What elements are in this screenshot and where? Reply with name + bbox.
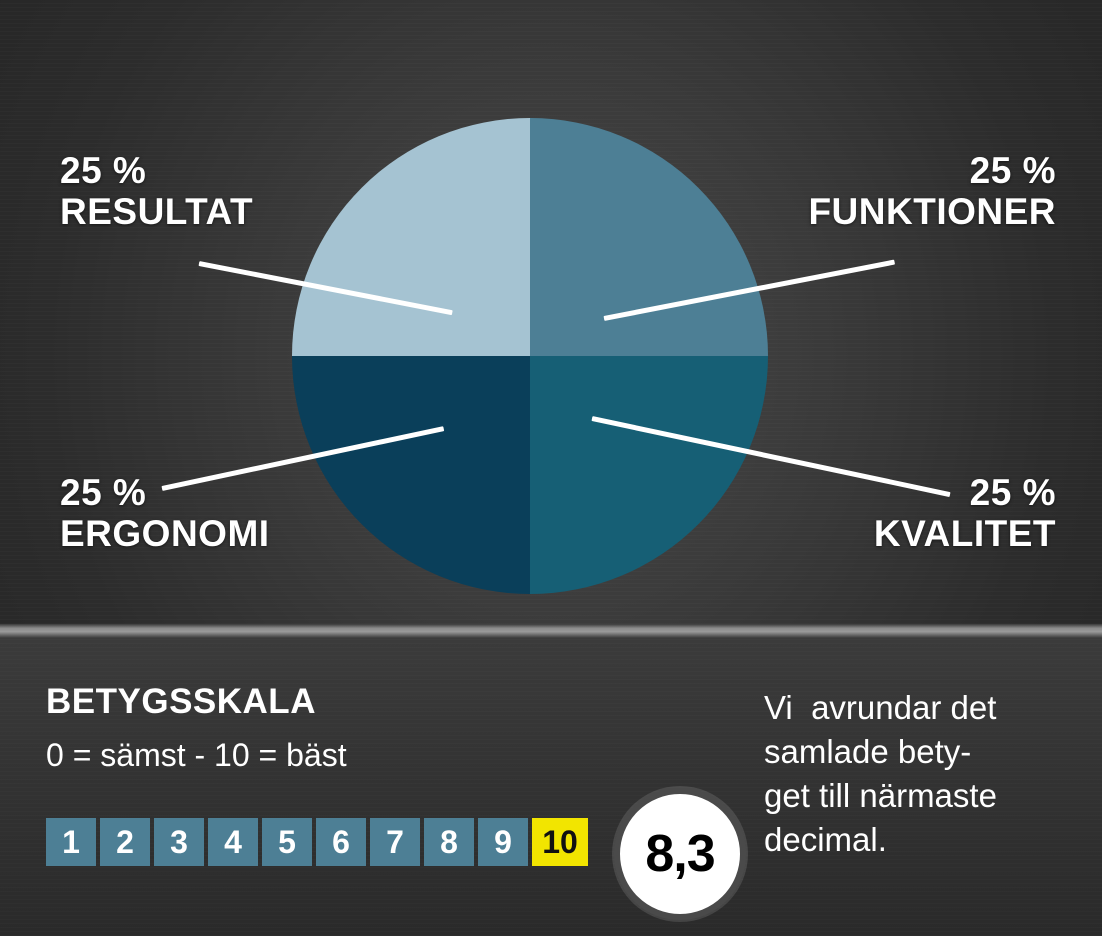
pie-label-funktioner-percent: 25 % bbox=[969, 150, 1056, 191]
rounding-note-line-1: Vi avrundar det bbox=[764, 689, 997, 726]
scale-subtitle: 0 = sämst - 10 = bäst bbox=[46, 737, 347, 773]
scale-box-10: 10 bbox=[532, 818, 588, 866]
rounding-note-line-4: decimal. bbox=[764, 820, 887, 858]
pie-slice-resultat bbox=[292, 118, 530, 356]
pie-label-ergonomi-percent: 25 % bbox=[60, 472, 147, 513]
pie-chart-svg bbox=[292, 118, 768, 594]
scale-box-4: 4 bbox=[208, 818, 258, 866]
pie-label-ergonomi bbox=[60, 472, 270, 555]
pie-chart bbox=[292, 118, 768, 594]
rating-scale-section bbox=[0, 638, 1102, 936]
pie-slice-ergonomi bbox=[292, 356, 530, 594]
pie-label-kvalitet-percent: 25 % bbox=[969, 472, 1056, 513]
scale-box-1: 1 bbox=[46, 818, 96, 866]
pie-label-funktioner bbox=[808, 150, 1056, 233]
scale-box-8: 8 bbox=[424, 818, 474, 866]
scale-box-3: 3 bbox=[154, 818, 204, 866]
scale-title: BETYGSSKALA bbox=[46, 682, 316, 721]
scale-box-9: 9 bbox=[478, 818, 528, 866]
pie-slice-funktioner bbox=[530, 118, 768, 356]
pie-label-funktioner-name: FUNKTIONER bbox=[808, 191, 1056, 233]
score-badge: 8,3 bbox=[614, 788, 746, 920]
pie-label-kvalitet-name: KVALITET bbox=[873, 513, 1056, 555]
section-divider bbox=[0, 624, 1102, 638]
scale-boxes bbox=[46, 818, 588, 866]
scale-box-2: 2 bbox=[100, 818, 150, 866]
scale-box-5: 5 bbox=[262, 818, 312, 866]
pie-label-resultat-name: RESULTAT bbox=[60, 191, 254, 233]
pie-slice-kvalitet bbox=[530, 356, 768, 594]
pie-label-resultat bbox=[60, 150, 253, 233]
pie-label-resultat-percent: 25 % bbox=[60, 150, 147, 191]
scale-box-6: 6 bbox=[316, 818, 366, 866]
rounding-note bbox=[764, 686, 1068, 862]
pie-label-kvalitet bbox=[874, 472, 1056, 555]
rounding-note-line-3: get till närmaste bbox=[764, 776, 997, 814]
rounding-note-line-2: samlade bety- bbox=[764, 732, 972, 770]
pie-label-ergonomi-name: ERGONOMI bbox=[60, 513, 270, 555]
scale-box-7: 7 bbox=[370, 818, 420, 866]
